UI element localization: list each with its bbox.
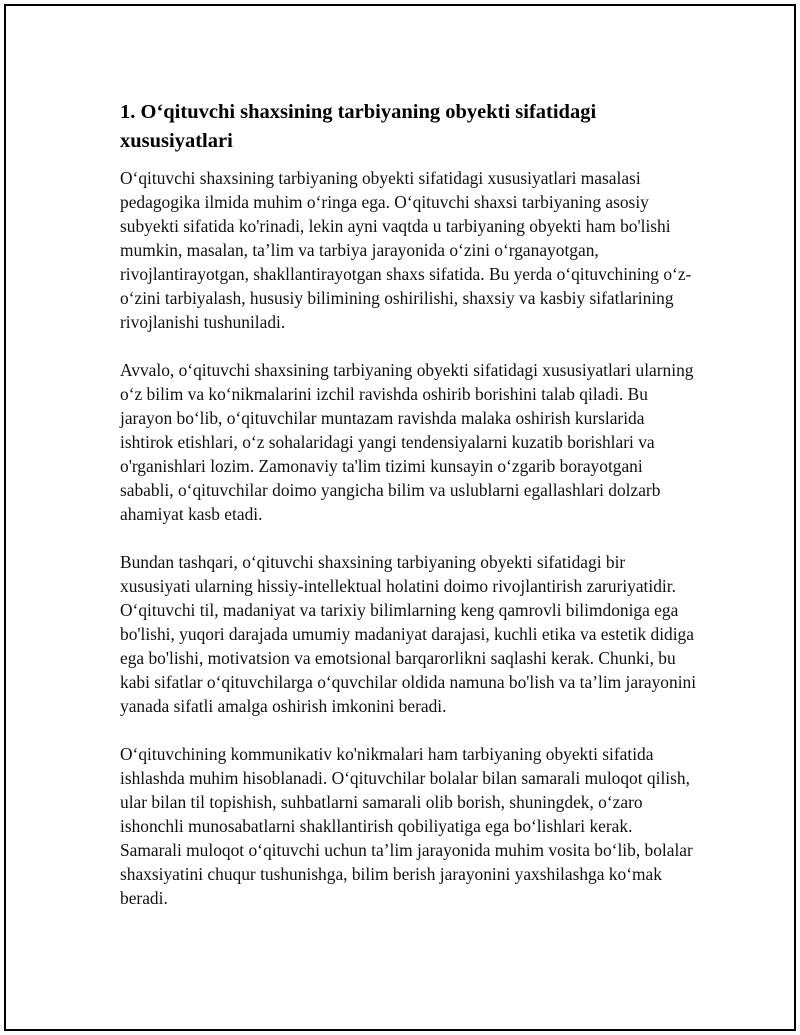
paragraph-4: Oʻqituvchining kommunikativ ko'nikmalari ham tarbiyaning obyekti sifatida ishlashda muhim hisoblanadi. Oʻqituvchilar bolalar bilan samarali muloqot qilish, ular bilan til topishish, suhbatlarni samarali olib borish, shuningdek, oʻzaro ishonchli munosabatlarni shakllantirish qobiliyatiga ega boʻlishlari kerak. Samarali muloqot oʻqituvchi uchun ta’lim jarayonida muhim vosita boʻlib, bolalar shaxsiyatini chuqur tushunishga, bilim berish jarayonini yaxshilashga koʻmak beradi.: [120, 744, 693, 908]
document-body: [120, 98, 698, 934]
page-frame: [4, 4, 796, 1031]
paragraph-1: Oʻqituvchi shaxsining tarbiyaning obyekti sifatidagi xususiyatlari masalasi pedagogika ilmida muhim oʻringa ega. Oʻqituvchi shaxsi tarbiyaning asosiy subyekti sifatida ko'rinadi, lekin ayni vaqtda u tarbiyaning obyekti ham bo'lishi mumkin, masalan, ta’lim va tarbiya jarayonida oʻzini oʻrganayotgan, rivojlantirayotgan, shakllantirayotgan shaxs sifatida. Bu yerda oʻqituvchining oʻz-oʻzini tarbiyalash, hususiy bilimining oshirilishi, shaxsiy va kasbiy sifatlarining rivojlanishi tushuniladi.: [120, 168, 692, 332]
paragraph-2: Avvalo, oʻqituvchi shaxsining tarbiyaning obyekti sifatidagi xususiyatlari ularning oʻz bilim va koʻnikmalarini izchil ravishda oshirib borishini talab qiladi. Bu jarayon boʻlib, oʻqituvchilar muntazam ravishda malaka oshirish kurslarida ishtirok etishlari, oʻz sohalaridagi yangi tendensiyalarni kuzatib borishlari va o'rganishlari lozim. Zamonaviy ta'lim tizimi kunsayin oʻzgarib borayotgani sababli, oʻqituvchilar doimo yangicha bilim va uslublarni egallashlari dolzarb ahamiyat kasb etadi.: [120, 360, 694, 524]
section-heading: 1. Oʻqituvchi shaxsining tarbiyaning obyekti sifatidagi xususiyatlari: [120, 101, 597, 152]
paragraph-3: Bundan tashqari, oʻqituvchi shaxsining tarbiyaning obyekti sifatidagi bir xususiyati ularning hissiy-intellektual holatini doimo rivojlantirish zaruriyatidir. Oʻqituvchi til, madaniyat va tarixiy bilimlarning keng qamrovli bilimdoniga ega bo'lishi, yuqori darajada umumiy madaniyat darajasi, kuchli etika va estetik didiga ega bo'lishi, motivatsion va emotsional barqarorlikni saqlashi kerak. Chunki, bu kabi sifatlar oʻqituvchilarga oʻquvchilar oldida namuna bo'lish va ta’lim jarayonini yanada sifatli amalga oshirish imkonini beradi.: [120, 552, 697, 716]
